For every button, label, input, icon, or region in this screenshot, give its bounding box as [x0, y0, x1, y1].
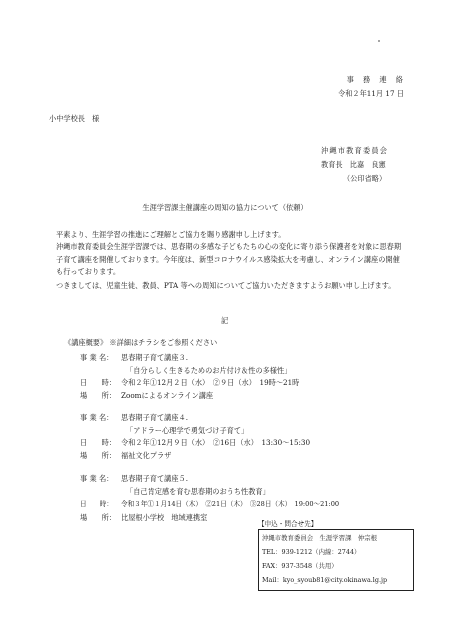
scan-speck [378, 40, 380, 42]
course-place: 福祉文化プラザ [121, 451, 172, 460]
course-place: Zoomによるオンライン講座 [121, 391, 214, 400]
contact-heading: 【申込・問合せ先】 [258, 520, 318, 528]
course-subtitle: 「アドラー心理学で勇気づけ子育て」 [126, 426, 249, 435]
sender-name: 教育長 比嘉 良憲 [321, 160, 386, 169]
contact-phone: TEL：939-1212（内線：2744） [262, 548, 361, 556]
ki-marker: 記 [221, 316, 229, 325]
course-place-label: 場 所： [80, 451, 116, 460]
course-date: 令和３年①１月14日（木） ②21日（木） ③28日（木） 19:00～21:00 [121, 500, 340, 508]
contact-email: Mail：kyo_syoub81@city.okinawa.lg.jp [262, 576, 388, 584]
course-date-label: 日 時： [80, 500, 113, 508]
recipient-line: 小中学校長 様 [49, 114, 100, 123]
document-title: 生涯学習課主催講座の周知の協力について（依頼） [142, 203, 308, 212]
course-name: 思春期子育て講座４. [121, 413, 188, 422]
sender-organization: 沖縄市教育委員会 [321, 146, 389, 155]
course-date-label: 日 時： [80, 438, 116, 447]
course-name-label: 事 業 名： [80, 353, 114, 362]
course-place-label: 場 所： [80, 513, 116, 522]
body-paragraph-3: つきましては、児童生徒、教員、PTA 等への周知についてご協力いただきますようお願い申し上げます。 [56, 281, 396, 290]
body-paragraph-1: 平素より、生涯学習の推進にご理解とご協力を賜り感謝申し上げます。 [56, 230, 286, 239]
contact-organization: 沖縄市教育委員会 生涯学習課 仲宗根 [262, 534, 378, 542]
issue-date: 令和２年11月 17 日 [338, 89, 404, 98]
overview-label: 《講座概要》 ※詳細はチラシをご参照ください [64, 338, 218, 347]
course-date-label: 日 時： [80, 378, 116, 387]
course-name-label: 事 業 名： [80, 413, 114, 422]
course-name: 思春期子育て講座５. [121, 474, 188, 483]
course-date: 令和２年①12月９日（水） ②16日（水） 13:30～15:30 [121, 438, 311, 447]
course-name-label: 事 業 名： [80, 474, 114, 483]
course-place: 比屋根小学校 地域連携室 [121, 513, 208, 522]
course-place-label: 場 所： [80, 391, 116, 400]
contact-fax: FAX：937-3548（共用） [262, 562, 338, 570]
doc-type-label: 事 務 連 絡 [346, 75, 404, 84]
contact-box [258, 529, 414, 591]
course-subtitle: 「自己肯定感を育む思春期のおうち性教育」 [126, 487, 270, 496]
course-name: 思春期子育て講座３. [121, 353, 188, 362]
seal-omitted-note: （公印省略） [343, 174, 387, 183]
course-subtitle: 「自分らしく生きるためのお片付け＆性の多様性」 [126, 366, 292, 375]
body-paragraph-2: 沖縄市教育委員会生涯学習課では、思春期の多感な子どもたちの心の変化に寄り添う保護者を対象に思春期子育て講座を開催しております。今年度は、新型コロナウイルス感染拡大を考慮し、オンライン講座の開催も行っております。 [56, 242, 402, 277]
course-date: 令和２年①12月２日（水） ②９日（水） 19時～21時 [121, 378, 300, 387]
